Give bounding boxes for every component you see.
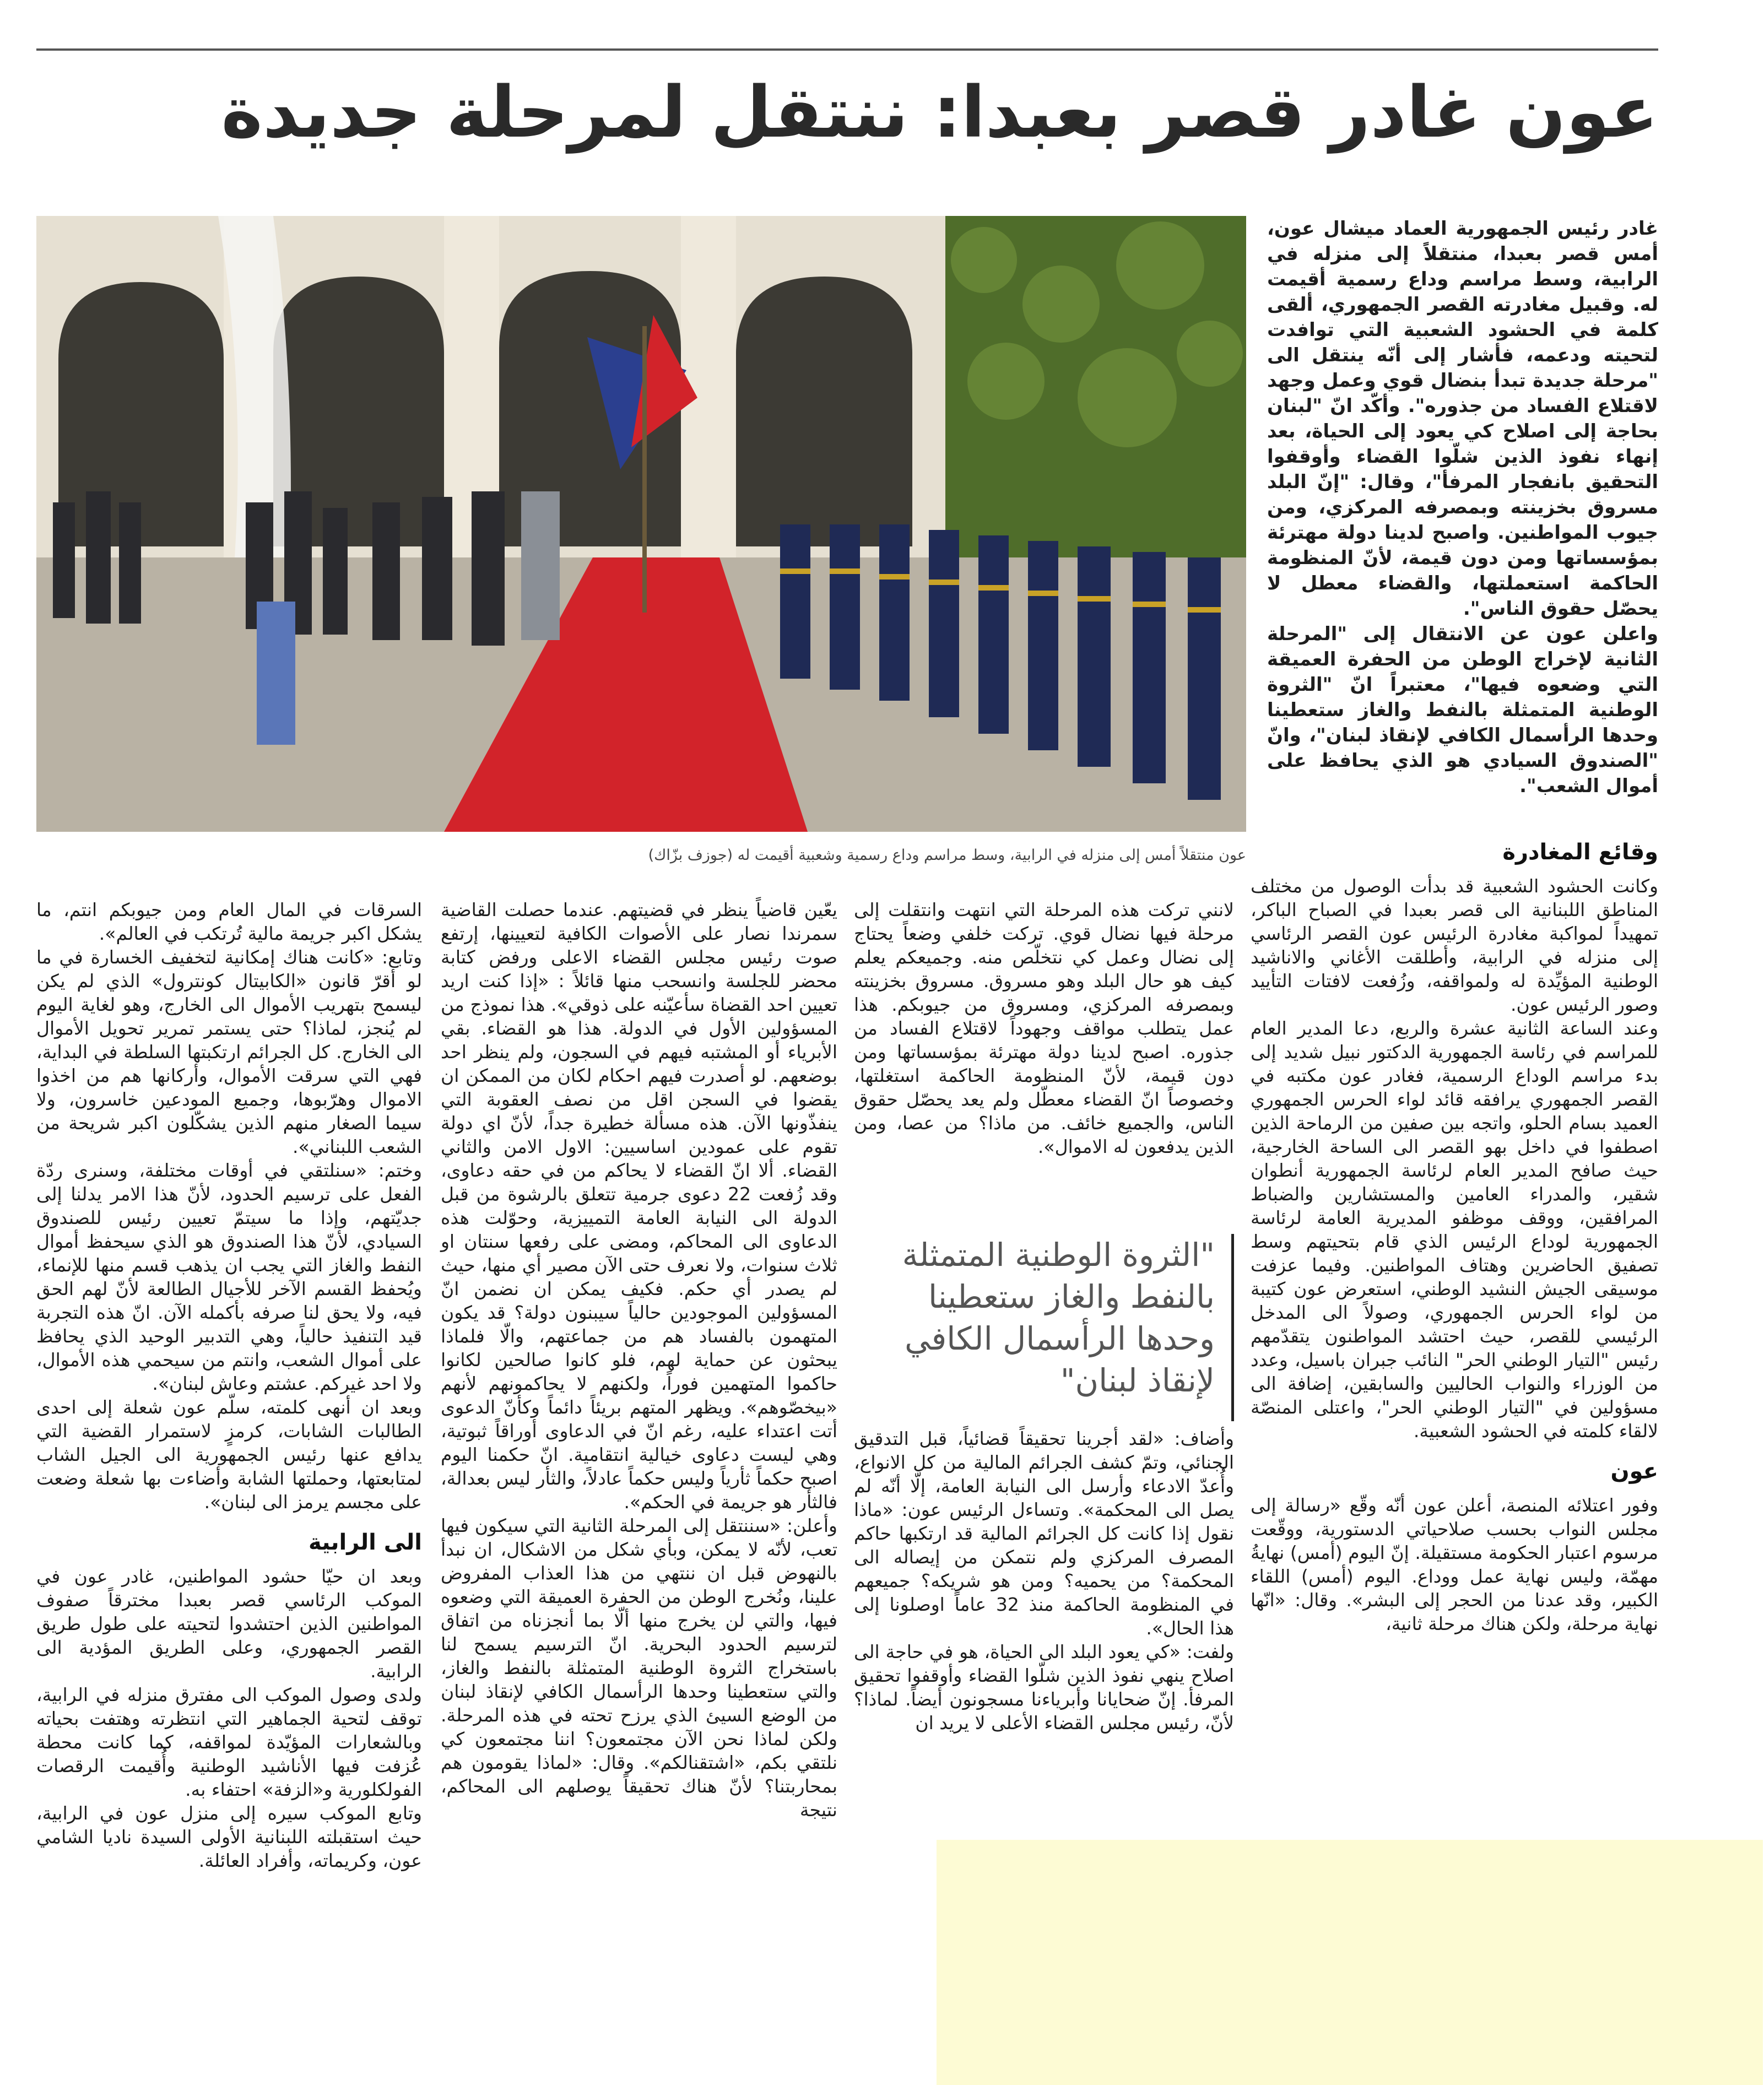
col2-p2: وأضاف: «لقد أجرينا تحقيقاً قضائياً، قبل التدقيق الجنائي، وتمّ كشف الجرائم المالية من كل الانواع، وأُعدّ الادعاء وأرسل الى النيابة العامة، إلّا أنّه لم يصل الى المحكمة». وتساءل الرئيس عون: «ماذا نقول إذا كانت كل الجرائم المالية قد ارتكبها حاكم المصرف المركزي ولم نتمكن من إيصاله الى المحكمة؟ من يحميه؟ ومن هو شريكه؟ جميعهم في المنظومة الحاكمة منذ 32 عاماً اوصلونا إلى هذا الحال».: [854, 1428, 1234, 1639]
col2-p3: ولفت: «كي يعود البلد الى الحياة، هو في حاجة الى اصلاح ينهي نفوذ الذين شلّوا القضاء وأوقفوا تحقيق المرفأ. إنّ ضحايانا وأبرياءنا مسجونون أيضاً. لماذا؟ لأنّ، رئيس مجلس القضاء الأعلى لا يريد ان: [854, 1641, 1234, 1734]
col4-p1: السرقات في المال العام ومن جيوبكم انتم، ما يشكل اكبر جريمة مالية تُرتكب في العالم».: [36, 899, 422, 944]
col4-p4: وبعد ان أنهى كلمته، سلّم عون شعلة إلى احدى الطالبات الشابات، كرمزٍ لاستمرار القضية التي يدافع عنها رئيس الجمهورية الى الجيل الشاب لمتابعتها، وحملتها الشابة وأضاءت بها شعلة وضعت على مجسم يرمز الى لبنان».: [36, 1396, 422, 1513]
photo-caption: عون منتقلاً أمس إلى منزله في الرابية، وسط مراسم وداع رسمية وشعبية أقيمت له (جوزف بزّاك): [648, 847, 1246, 864]
top-rule: [36, 48, 1658, 51]
col4-p2: وتابع: «كانت هناك إمكانية لتخفيف الخسارة في ما لو أقرّ قانون «الكابيتال كونترول» الذي لم يكن ليسمح بتهريب الأموال الى الخارج، وهو لغاية اليوم لم يُنجز، لماذا؟ حتى يستمر تمرير تحويل الأموال الى الخارج. كل الجرائم ارتكبتها السلطة في البداية، فهي التي سرقت الأموال، وأركانها هم من اخذوا الاموال وهرّبوها، وجميع المودعين خاسرون، ولا سيما الصغار منهم الذين يشكّلون اكبر شريحة من الشعب اللبناني».: [36, 946, 422, 1157]
col1-p1: وكانت الحشود الشعبية قد بدأت الوصول من مختلف المناطق اللبنانية الى قصر بعبدا في الصباح الباكر، تمهيداً لمواكبة مغادرة الرئيس عون القصر الرئاسي إلى منزله في الرابية، وأطلقت الأغاني والاناشيد الوطنية المؤيِّدة له ولمواقفه، وزُفعت لافتات التأييد وصور الرئيس عون.: [1251, 875, 1658, 1015]
pull-quote: [854, 1234, 1234, 1421]
pull-quote-text: "الثروة الوطنية المتمثلة بالنفط والغاز ستعطينا وحدها الرأسمال الكافي لإنقاذ لبنان": [902, 1236, 1215, 1399]
col2-p1: لانني تركت هذه المرحلة التي انتهت وانتقلت إلى مرحلة فيها نضال قوي. تركت خلفي وضعاً يحتاج إلى نضال وعمل كي نتخلّص منه. وجميعكم يعلم كيف هو حال البلد وهو مسروق. مسروق بخزينته وبمصرفه المركزي، ومسروق من جيوبكم. هذا عمل يتطلب مواقف وجهوداً لاقتلاع الفساد من جذوره. اصبح لدينا دولة مهترئة بمؤسساتها ومن دون قيمة، لأنّ المنظومة الحاكمة استغلتها، وخصوصاً انّ القضاء معطّل ولم يعد يحصّل حقوق الناس، والجميع خائف. من ماذا؟ من عصا، ومن الذين يدفعون له الاموال».: [854, 899, 1234, 1157]
subheading-aoun: عون: [1610, 1459, 1658, 1484]
col3-p1: يعّين قاضياً ينظر في قضيتهم. عندما حصلت القاضية سمرندا نصار على الأصوات الكافية لتعيينها، إرتفع صوت رئيس مجلس القضاء الاعلى ورفض كتابة محضر للجلسة وانسحب منها قائلاً : «إذا كنت اريد تعيين احد القضاة سأعيّنه على ذوقي». هذا نموذج من المسؤولين الأول في الدولة. هذا هو القضاء. بقي الأبرياء أو المشتبه فيهم في السجون، ولم ينظر احد بوضعهم. لو أصدرت فيهم احكام لكان من الممكن ان يقضوا في السجن اقل من نصف العقوبة التي ينفذّونها الآن. هذه مسألة خطيرة جداً، لأنّ اي دولة تقوم على عمودين اساسيين: الاول الامن والثاني القضاء. ألا انّ القضاء لا يحاكم من في حقه دعاوى، وقد زُفعت 22 دعوى جرمية تتعلق بالرشوة من قبل الدولة الى النيابة العامة التمييزية، وحوّلت هذه الدعاوى الى المحاكم، ومضى على رفعها سنتان او ثلاث سنوات، ولا نعرف حتى الآن مصير أي منها، حيث لم يصدر أي حكم. فكيف يمكن ان نضمن انّ المسؤولين الموجودين حالياً سيبنون دولة؟ قد يكون المتهمون بالفساد هم من جماعتهم، والّا فلماذا يبحثون عن حماية لهم، فلو كانوا صالحين لكانوا حاكموا المتهمين فوراً، ولكنهم لا يحاكمونهم لأنهم «بيخصّوهم». ويظهر المتهم بريئاً دائماً وكأنّ الدعوى أتت اعتداء عليه، رغم انّ في الدعاوى أوراقاً ثبوتية، وهي ليست دعاوى خيالية انتقامية. انّ حكمنا اليوم اصبح حكماً ثأرياً وليس حكماً عادلاً، والثأر ليس بعدالة، فالثأر هو جريمة في الحكم».: [441, 899, 838, 1513]
subheading-departure: وقائع المغادرة: [1502, 840, 1658, 865]
column-2-top: [854, 898, 1234, 1206]
col1-p3: وفور اعتلائه المنصة، أعلن عون أنّه وقّع «رسالة إلى مجلس النواب بحسب صلاحياتي الدستورية، ووقّعت مرسوم اعتبار الحكومة مستقيلة. إنّ اليوم (أمس) نهايةُ مهمّة، وليس نهاية عمل ووداع. اليوم (أمس) اللقاء الكبير، وقد عدنا من الحجر إلى البشر». وقال: «انّها نهاية مرحلة، ولكن هناك مرحلة ثانية،: [1251, 1494, 1658, 1634]
article-photo: [36, 216, 1246, 832]
highlight-box: [937, 1840, 1763, 2085]
col4-p7: وتابع الموكب سيره إلى منزل عون في الرابية، حيث استقبلته اللبنانية الأولى السيدة ناديا الشامي عون، وكريماته، وأفراد العائلة.: [36, 1802, 422, 1871]
col3-p2: وأعلن: «سننتقل إلى المرحلة الثانية التي سيكون فيها تعب، لأنّه لا يمكن، وبأي شكل من الاشكال، ان نبدأ بالنهوض قبل ان ننتهي من هذا العذاب المفروض علينا، ونُخرج الوطن من الحفرة العميقة التي وضعوه فيها، والتي لن يخرج منها ألّا بما أنجزناه من اتفاق لترسيم الحدود البحرية. انّ الترسيم يسمح لنا باستخراج الثروة الوطنية المتمثلة بالنفط والغاز، والتي ستعطينا وحدها الرأسمال الكافي لإنقاذ لبنان من الوضع السيئ الذي يرزح تحته في هذه المرحلة. ولكن لماذا نحن الآن مجتمعون؟ اننا مجتمعون كي نلتقي بكم، «اشتقنالكم». وقال: «لماذا يقومون هم بمحاربتنا؟ لأنّ هناك تحقيقاً يوصلهم الى المحاكم، نتيجة: [441, 1515, 837, 1821]
headline: عون غادر قصر بعبدا: ننتقل لمرحلة جديدة: [221, 72, 1658, 154]
lead-paragraph: [1267, 216, 1658, 797]
col1-p2: وعند الساعة الثانية عشرة والربع، دعا المدير العام للمراسم في رئاسة الجمهورية الدكتور نبيل شديد إلى بدء مراسم الوداع الرسمية، فغادر عون مكتبه في القصر الجمهوري يرافقه قائد لواء الحرس الجمهوري العميد بسام الحلو، واتجه بين صفين من الرماحة الذين اصطفوا في داخل بهو القصر الى الساحة الخارجية، حيث صافح المدير العام لرئاسة الجمهورية أنطوان شقير، والمدراء العامين والمستشارين والضباط المرافقين، ووقف موظفو المديرية العامة لرئاسة الجمهورية لوداع الرئيس الذي قام بتحيتهم وسط تصفيق الحاضرين وهتاف المواطنين. وفيما عزفت موسيقى الجيش النشيد الوطني، استعرض عون كتيبة من لواء الحرس الجمهوري، وصولاً الى المدخل الرئيسي للقصر، حيث احتشد المواطنون يتقدّمهم رئيس "التيار الوطني الحر" النائب جبران باسيل، وعدد من الوزراء والنواب الحاليين والسابقين، إضافة الى مسؤولين في "التيار الوطني الحر"، واعتلى المنصّة لالقاء كلمته في الحشود الشعبية.: [1251, 1017, 1658, 1442]
subheading-rabieh: الى الرابية: [308, 1530, 422, 1555]
col4-p3: وختم: «سنلتقي في أوقات مختلفة، وسنرى ردّة الفعل على ترسيم الحدود، لأنّ هذا الامر يدلنا إلى جديّتهم، وإذا ما سيتمّ تعيين رئيس للصندوق السيادي، لأنّ هذا الصندوق هو الذي سيحفظ أموال النفط والغاز التي يجب ان يذهب قسم منها للإنماء، ويُحفظ القسم الآخر للأجيال الطالعة لأنّ لهم الحق فيه، ولا يحق لنا صرفه بأكمله الآن. انّ هذه التجربة قيد التنفيذ حالياً، وهي التدبير الوحيد الذي يحافظ على أموال الشعب، وانتم من سيحمي هذه الأموال، ولا احد غيركم. عشتم وعاش لبنان».: [36, 1160, 422, 1394]
lead-p2: واعلن عون عن الانتقال إلى "المرحلة الثانية لإخراج الوطن من الحفرة العميقة التي وضعوه فيها"، معتبراً انّ "الثروة الوطنية المتمثلة بالنفط والغاز ستعطينا وحدها الرأسمال الكافي لإنقاذ لبنان"، وانّ "الصندوق السيادي هو الذي يحافظ على أموال الشعب".: [1267, 623, 1658, 797]
col4-p6: ولدى وصول الموكب الى مفترق منزله في الرابية، توقف لتحية الجماهير التي انتظرته وهتفت بحياته وبالشعارات المؤيّدة لمواقفه، كما كانت محطة عُزفت فيها الأناشيد الوطنية وأُقيمت الرقصات الفولكلورية و«الزفة» احتفاء به.: [36, 1684, 422, 1800]
column-1: [1251, 824, 1658, 1815]
lead-p1: غادر رئيس الجمهورية العماد ميشال عون، أمس قصر بعبدا، منتقلاً إلى منزله في الرابية، وسط مراسم وداع رسمية أقيمت له. وقبيل مغادرته القصر الجمهوري، ألقى كلمة في الحشود الشعبية التي توافدت لتحيته ودعمه، فأشار إلى أنّه ينتقل الى "مرحلة جديدة تبدأ بنضال قوي وعمل وجهد لاقتلاع الفساد من جذوره". وأكّد انّ "لبنان بحاجة إلى اصلاح كي يعود إلى الحياة، بعد إنهاء نفوذ الذين شلّوا القضاء وأوقفوا التحقيق بانفجار المرفأ"، وقال: "إنّ البلد مسروق بخزينته وبمصرفه المركزي، ومن جيوب المواطنين. واصبح لدينا دولة مهترئة بمؤسساتها ومن دون قيمة، لأنّ المنظومة الحاكمة استعملتها، والقضاء معطل لا يحصّل حقوق الناس".: [1267, 218, 1658, 620]
col4-p5: وبعد ان حيّا حشود المواطنين، غادر عون في الموكب الرئاسي قصر بعبدا مخترقاً صفوف المواطنين الذين احتشدوا لتحيته على طول طريق القصر الجمهوري، وعلى الطريق المؤدية الى الرابية.: [36, 1566, 422, 1682]
column-4: [36, 898, 422, 2016]
column-3: [441, 898, 837, 2016]
